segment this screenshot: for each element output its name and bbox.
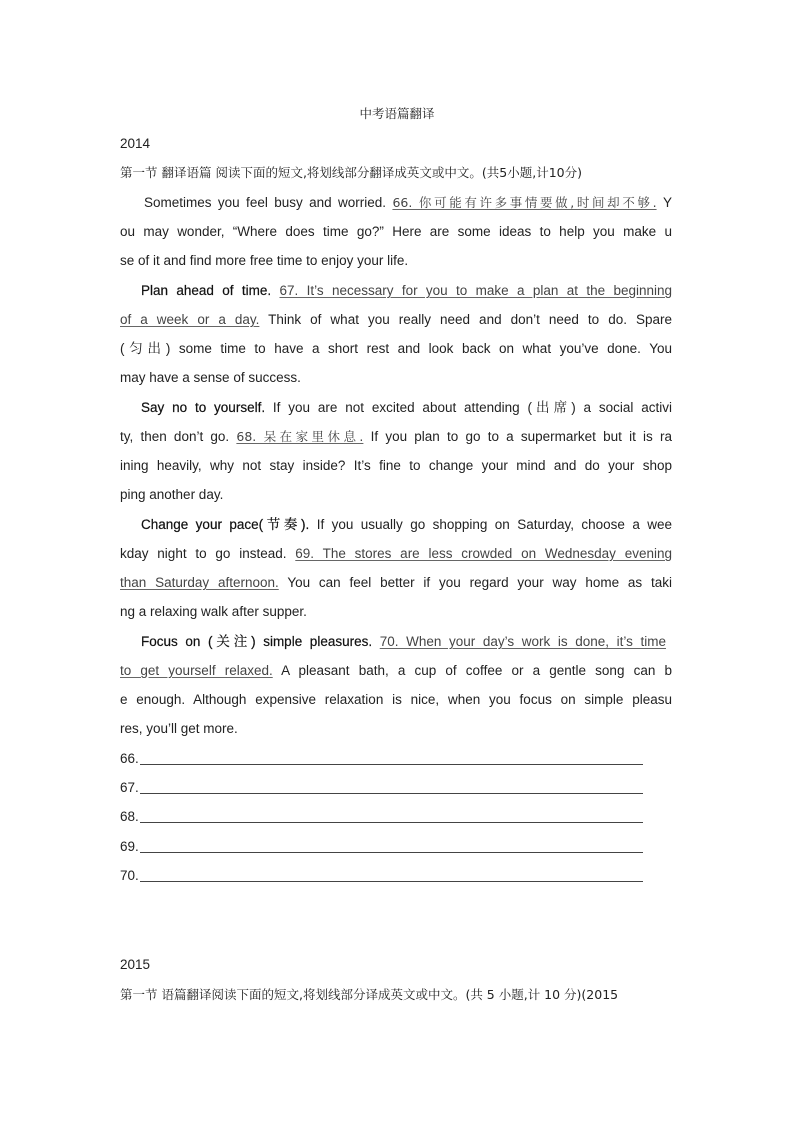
answer-number: 67.	[120, 778, 140, 798]
answer-rule	[120, 764, 643, 765]
passage-text: If you are not excited about attending (出席) a social activi	[265, 400, 672, 415]
page-title: 中考语篇翻译	[359, 106, 435, 121]
passage-line	[120, 310, 672, 330]
answer-line-66[interactable]	[120, 749, 643, 769]
paragraph-heading: Say no to yourself.	[141, 400, 266, 415]
answer-rule	[120, 852, 643, 853]
passage-text: You can feel better if you regard your way home as taki	[278, 575, 672, 590]
answer-line-69[interactable]	[120, 837, 643, 857]
answer-number: 70.	[120, 866, 140, 886]
underlined-item-68: 68. 呆在家里休息.	[236, 429, 364, 444]
answer-rule	[120, 881, 643, 882]
answer-number: 69.	[120, 837, 140, 857]
passage-line	[120, 544, 672, 564]
underlined-item-70-cont: to get yourself relaxed.	[120, 663, 273, 678]
answer-line-70[interactable]	[120, 866, 643, 886]
underlined-item-67-cont: of a week or a day.	[120, 312, 260, 327]
underlined-item-66: 66. 你可能有许多事情要做,时间却不够.	[392, 195, 657, 210]
answer-line-67[interactable]	[120, 778, 643, 798]
passage-line: res, you’ll get more.	[120, 721, 238, 736]
passage-line	[120, 632, 666, 652]
passage-line: may have a sense of success.	[120, 370, 301, 385]
passage-line	[120, 398, 672, 418]
passage-line	[120, 573, 672, 593]
section-instruction-2015: 第一节 语篇翻译阅读下面的短文,将划线部分译成英文或中文。(共 5 小题,计 10 分)(2015	[120, 987, 619, 1002]
paragraph-heading: Focus on (关注) simple pleasures.	[141, 634, 373, 649]
passage-line: (匀出) some time to have a short rest and look back on what you’ve done. You	[120, 341, 672, 356]
paragraph-heading: Plan ahead of time.	[141, 283, 272, 298]
answer-number: 68.	[120, 807, 140, 827]
passage-line	[120, 427, 672, 447]
passage-line	[120, 281, 672, 301]
passage-line: ping another day.	[120, 487, 224, 502]
answer-rule	[120, 822, 643, 823]
paragraph-heading: Change your pace(节奏).	[141, 517, 310, 532]
passage-text: Y	[656, 195, 672, 210]
underlined-item-69: 69. The stores are less crowded on Wednesday evening	[295, 546, 673, 561]
passage-line	[120, 193, 672, 213]
passage-text: kday night to go instead.	[120, 546, 296, 561]
passage-text: A pleasant bath, a cup of coffee or a gentle song can b	[272, 663, 672, 678]
answer-rule	[120, 793, 643, 794]
passage-text: If you plan to go to a supermarket but it is ra	[363, 429, 672, 444]
passage-line: ining heavily, why not stay inside? It’s fine to change your mind and do your shop	[120, 458, 672, 473]
answer-number: 66.	[120, 749, 140, 769]
year-heading-2014: 2014	[120, 136, 151, 151]
passage-line: ou may wonder, “Where does time go?” Here are some ideas to help you make u	[120, 224, 672, 239]
passage-line	[120, 661, 672, 681]
underlined-item-69-cont: than Saturday afternoon.	[120, 575, 279, 590]
passage-line: e enough. Although expensive relaxation is nice, when you focus on simple pleasu	[120, 692, 672, 707]
answer-line-68[interactable]	[120, 807, 643, 827]
passage-line	[120, 515, 672, 535]
passage-text: Sometimes you feel busy and worried.	[144, 195, 393, 210]
underlined-item-67: 67. It’s necessary for you to make a plan at the beginning	[279, 283, 673, 298]
section-instruction-2014: 第一节 翻译语篇 阅读下面的短文,将划线部分翻译成英文或中文。(共5小题,计10分)	[120, 165, 583, 180]
passage-line: ng a relaxing walk after supper.	[120, 604, 307, 619]
passage-line: se of it and find more free time to enjoy your life.	[120, 253, 409, 268]
passage-text: ty, then don’t go.	[120, 429, 237, 444]
passage-text: If you usually go shopping on Saturday, choose a wee	[309, 517, 672, 532]
year-heading-2015: 2015	[120, 957, 151, 972]
passage-text: Think of what you really need and don’t need to do. Spare	[259, 312, 672, 327]
underlined-item-70: 70. When your day’s work is done, it’s time	[379, 634, 666, 649]
